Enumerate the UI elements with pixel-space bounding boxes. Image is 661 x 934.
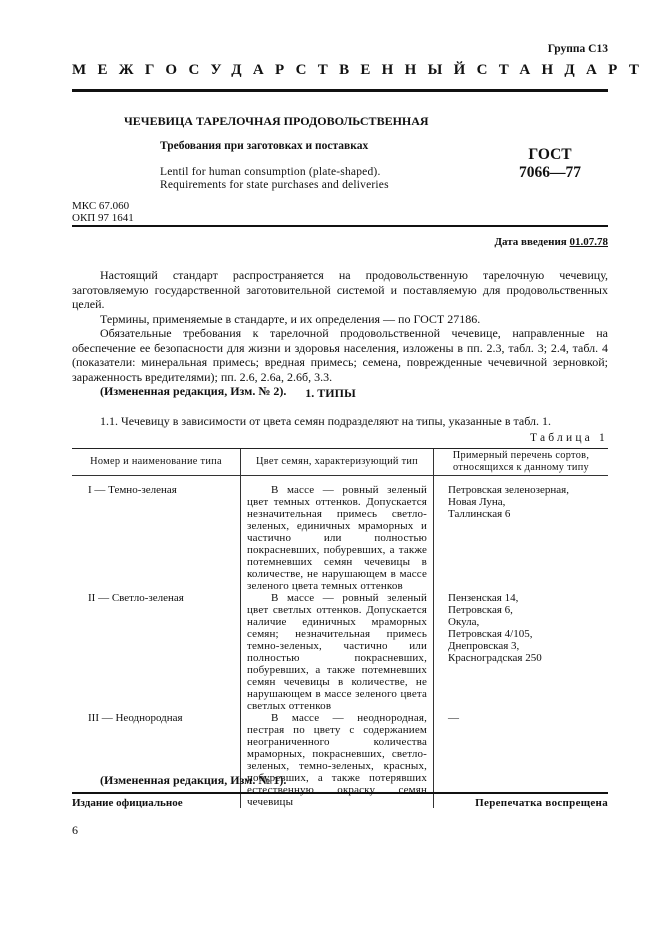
footer-official-edition: Издание официальное [72, 797, 183, 809]
variety: — [448, 712, 459, 724]
amendment-note-2: (Измененная редакция, Изм. № 2). [100, 384, 287, 398]
variety: Днепровская 3, [448, 640, 520, 652]
banner-word-standard: СТАНДАРТ [476, 62, 651, 78]
intro-body [72, 268, 608, 399]
cell-type: II — Светло-зеленая [88, 592, 184, 604]
cell-color-text: В массе — ровный зеленый цвет темных оттенков. Допускается незначительная примесь светло-зеленых, единичных мраморных и частично или полностью покрасневших, побуревших, а также потемневших семян чечевицы в количестве, не нарушающем в массе зеленого цвета темных оттенков [247, 484, 427, 592]
variety: Пензенская 14, [448, 592, 519, 604]
cell-color-text: В массе — неоднородная, пестрая по цвету с содержанием неограниченного количества мраморных, покрасневших, светло-зеленых, темно-зеленых, красных, побуревших, а также потерявших естественную окраску семян чечевицы [247, 712, 427, 808]
page-number: 6 [72, 823, 78, 837]
okp-code: ОКП 97 1641 [72, 212, 134, 224]
cell-varieties [434, 476, 609, 593]
english-title-line2: Requirements for state purchases and deliveries [160, 179, 389, 191]
variety: Окула, [448, 616, 480, 628]
cell-varieties [434, 592, 609, 712]
footer-rule [72, 792, 608, 794]
cell-type: I — Темно-зеленая [88, 484, 177, 496]
codes-rule [72, 225, 608, 227]
section-heading-types: 1. ТИПЫ [305, 386, 356, 400]
table-row [72, 476, 608, 593]
effective-date-value: 01.07.78 [569, 236, 608, 248]
col-header-type: Номер и наименование типа [72, 449, 241, 476]
gost-designation [500, 146, 600, 182]
table-header-row [72, 449, 608, 476]
document-title: ЧЕЧЕВИЦА ТАРЕЛОЧНАЯ ПРОДОВОЛЬСТВЕННАЯ [124, 114, 429, 128]
variety: Таллинская 6 [448, 508, 511, 520]
classification-codes [72, 200, 134, 224]
mks-code: МКС 67.060 [72, 200, 130, 212]
intro-paragraph-mandatory: Обязательные требования к тарелочной продовольственной чечевице, направленные на обеспечение ее безопасности для жизни и здоровья населения, изложены в пп. 2.3, табл. 3; 2.4, табл. 4 (показатели: минеральная примесь; вредная примесь; семена, поврежденные чечевичной зерновкой; зараженность вредителями); пп. 2.6, 2.6а, 2.6б, 3.3. [72, 326, 608, 384]
header-rule [72, 89, 608, 92]
standard-banner [72, 62, 651, 79]
col-header-varieties: Примерный перечень сортов, относящихся к данному типу [434, 449, 609, 476]
intro-paragraph-scope: Настоящий стандарт распространяется на продовольственную тарелочную чечевицу, заготовляемую государственной заготовительной системой и поставляемую для продовольственных целей. [72, 268, 608, 311]
variety: Петровская зеленозерная, [448, 484, 569, 496]
variety: Петровская 6, [448, 604, 513, 616]
effective-date [494, 236, 608, 248]
variety: Петровская 4/105, [448, 628, 533, 640]
cell-color [241, 476, 434, 593]
types-table [72, 448, 608, 808]
variety: Новая Луна, [448, 496, 506, 508]
document-subtitle: Требования при заготовках и поставках [160, 140, 369, 152]
banner-word-interstate: МЕЖГОСУДАРСТВЕННЫЙ [72, 62, 477, 78]
english-title-line1: Lentil for human consumption (plate-shaped). [160, 166, 381, 178]
gost-number: 7066—77 [519, 164, 581, 181]
group-code: Группа С13 [547, 43, 608, 55]
gost-label: ГОСТ [528, 146, 572, 163]
english-title [160, 166, 389, 192]
col-header-color: Цвет семян, характеризующий тип [241, 449, 434, 476]
variety: Красноградская 250 [448, 652, 542, 664]
table-label: Таблица 1 [530, 432, 608, 444]
footer-reprint-prohibited: Перепечатка воспрещена [475, 797, 608, 809]
cell-type: III — Неоднородная [88, 712, 183, 724]
clause-1-1: 1.1. Чечевицу в зависимости от цвета семян подразделяют на типы, указанные в табл. 1. [100, 414, 552, 428]
table-row [72, 592, 608, 712]
intro-paragraph-terms: Термины, применяемые в стандарте, и их определения — по ГОСТ 27186. [100, 311, 481, 326]
cell-color-text: В массе — ровный зеленый цвет светлых оттенков. Допускается наличие единичных мраморных семян; незначительная примесь темно-зеленых, частично или полностью покрасневших, побуревших, а также потемневших семян чечевицы в количестве, не нарушающем в массе зеленого цвета светлых оттенков [247, 592, 427, 712]
effective-date-label: Дата введения [494, 236, 567, 248]
cell-color [241, 592, 434, 712]
amendment-note-1: (Измененная редакция, Изм. № 1). [100, 773, 287, 787]
